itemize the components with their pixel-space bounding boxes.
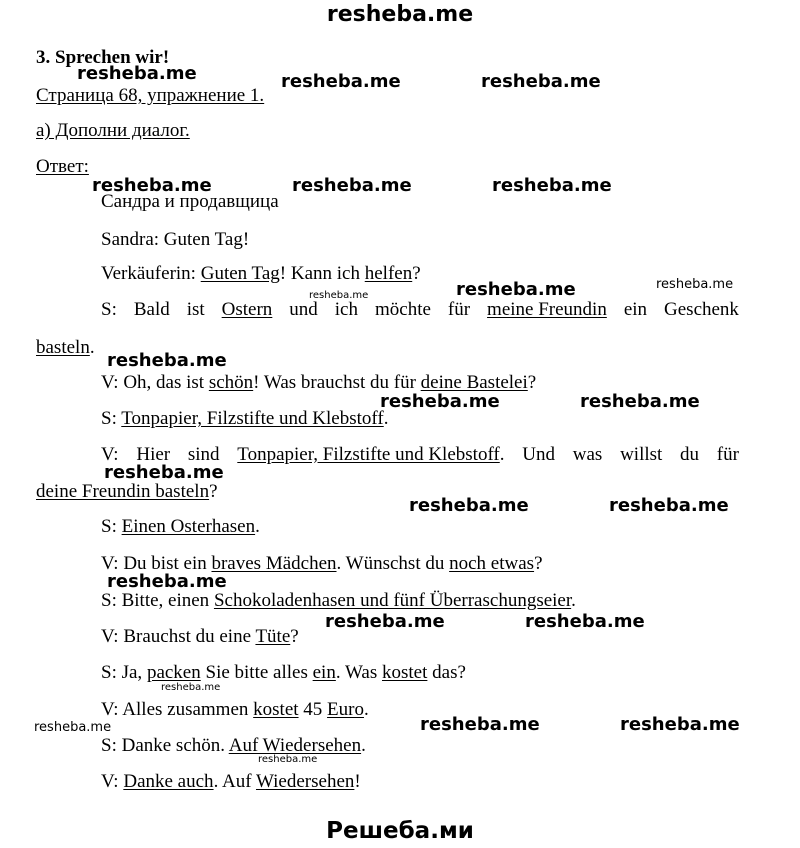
watermark: resheba.me: [456, 279, 576, 300]
site-title: resheba.me: [326, 2, 474, 27]
line-word: Geschenk: [664, 299, 739, 320]
watermark: resheba.me: [161, 682, 221, 693]
answer-text: Ostern: [221, 299, 273, 320]
line-text: .: [571, 590, 576, 611]
line-word: was: [572, 444, 603, 465]
line-word: ein: [623, 299, 648, 320]
watermark: resheba.me: [481, 71, 601, 92]
line-text: V:: [101, 771, 124, 792]
watermark: resheba.me: [656, 277, 734, 292]
watermark: resheba.me: [525, 611, 645, 632]
watermark: resheba.me: [620, 714, 740, 735]
line-text: V: Oh, das ist: [101, 372, 209, 393]
line-text: V: Du bist ein: [101, 553, 212, 574]
line-word: für: [716, 444, 739, 465]
answer-text: Tüte: [255, 626, 291, 647]
watermark: resheba.me: [325, 611, 445, 632]
watermark: resheba.me: [309, 290, 369, 301]
dialog-line: [101, 263, 421, 285]
line-text: . Wünschst du: [336, 553, 450, 574]
answer-text: braves Mädchen: [211, 553, 337, 574]
line-word: möchte: [374, 299, 431, 320]
answer-text: Danke auch: [123, 771, 214, 792]
answer-text: Einen Osterhasen: [121, 516, 256, 537]
answer-text: Wiedersehen: [255, 771, 355, 792]
line-word: sind: [187, 444, 220, 465]
line-text: 45: [298, 699, 328, 720]
line-word: Hier: [136, 444, 171, 465]
answer-text: deine Bastelei: [420, 372, 528, 393]
line-text: .: [89, 337, 95, 358]
watermark: resheba.me: [409, 495, 529, 516]
line-text: S:: [101, 516, 122, 537]
answer-text: meine Freundin: [487, 299, 607, 320]
line-word: ist: [186, 299, 205, 320]
answer-text: helfen: [364, 263, 413, 284]
watermark: resheba.me: [609, 495, 729, 516]
dialog-line: [101, 735, 366, 757]
watermark: resheba.me: [281, 71, 401, 92]
answer-label: Ответ:: [36, 156, 89, 177]
line-text: S: Danke schön.: [101, 735, 229, 756]
line-word: Bald: [133, 299, 170, 320]
watermark: resheba.me: [580, 391, 700, 412]
dialog-line: [101, 662, 466, 684]
line-word: V:: [101, 444, 119, 465]
dialog-line: [101, 590, 576, 612]
line-word: .: [499, 444, 505, 465]
line-text: .: [361, 735, 366, 756]
answer-text: Schokoladenhasen und fünf Überraschungseier: [213, 590, 572, 611]
dialog-line: [101, 516, 260, 538]
answer-text: Tonpapier, Filzstifte und Klebstoff: [121, 408, 384, 429]
answer-text: kostet: [382, 662, 428, 683]
line-text: ?: [412, 263, 421, 284]
dialog-line: [101, 229, 249, 251]
watermark: resheba.me: [292, 175, 412, 196]
line-word: du: [680, 444, 700, 465]
line-text: S: Bitte, einen: [101, 590, 214, 611]
answer-text: packen: [146, 662, 201, 683]
dialog-line: [101, 771, 361, 793]
line-text: . Was: [335, 662, 382, 683]
dialog-line: [101, 408, 388, 430]
line-text: V: Alles zusammen: [101, 699, 254, 720]
line-text: V: Brauchst du eine: [101, 626, 256, 647]
line-text: Sie bitte alles: [200, 662, 313, 683]
line-word: Und: [522, 444, 555, 465]
watermark: resheba.me: [107, 350, 227, 371]
line-text: ?: [534, 553, 543, 574]
line-text: !: [354, 771, 361, 792]
answer-text: basteln: [36, 337, 90, 358]
page-reference: Страница 68, упражнение 1.: [36, 85, 265, 106]
section-heading: 3. Sprechen wir!: [36, 47, 170, 68]
line-text: ?: [290, 626, 299, 647]
line-text: .: [363, 699, 369, 720]
answer-text: deine Freundin basteln: [36, 481, 210, 502]
answer-text: schön: [208, 372, 254, 393]
watermark: resheba.me: [92, 175, 212, 196]
watermark: resheba.me: [380, 391, 500, 412]
line-text: ! Was brauchst du für: [253, 372, 421, 393]
dialog-line: [36, 481, 218, 503]
answer-text: Guten Tag: [200, 263, 280, 284]
line-text: ! Kann ich: [279, 263, 365, 284]
answer-text: noch etwas: [449, 553, 535, 574]
site-footer: Решеба.ми: [326, 818, 474, 844]
answer-text: kostet: [253, 699, 299, 720]
watermark: resheba.me: [107, 571, 227, 592]
watermark: resheba.me: [77, 63, 197, 84]
dialog-line: [101, 699, 369, 721]
line-word: willst: [620, 444, 663, 465]
task-instruction: a) Дополни диалог.: [36, 120, 190, 141]
watermark: resheba.me: [104, 462, 224, 483]
line-text: ?: [527, 372, 537, 393]
dialog-line: [101, 626, 299, 648]
dialog-line: [36, 337, 95, 359]
line-text: S: Ja,: [101, 662, 147, 683]
line-text: . Auf: [213, 771, 256, 792]
watermark: resheba.me: [492, 175, 612, 196]
line-text: das?: [427, 662, 466, 683]
line-text: ?: [209, 481, 218, 502]
line-word: ich: [334, 299, 358, 320]
dialog-intro: Сандра и продавщица: [101, 191, 279, 212]
line-text: .: [255, 516, 260, 537]
line-text: Sandra: Guten Tag!: [101, 229, 250, 250]
answer-text: ein: [312, 662, 336, 683]
dialog-line: [101, 299, 739, 321]
line-word: für: [447, 299, 471, 320]
answer-text: Euro: [327, 699, 364, 720]
line-text: Verkäuferin:: [101, 263, 201, 284]
watermark: resheba.me: [258, 754, 318, 765]
watermark: resheba.me: [420, 714, 540, 735]
line-text: .: [383, 408, 389, 429]
line-word: S:: [101, 299, 117, 320]
line-text: S:: [101, 408, 122, 429]
line-word: und: [289, 299, 318, 320]
watermark: resheba.me: [34, 720, 112, 735]
answer-text: Tonpapier, Filzstifte und Klebstoff: [237, 444, 500, 465]
answer-text: Auf Wiedersehen: [228, 735, 362, 756]
